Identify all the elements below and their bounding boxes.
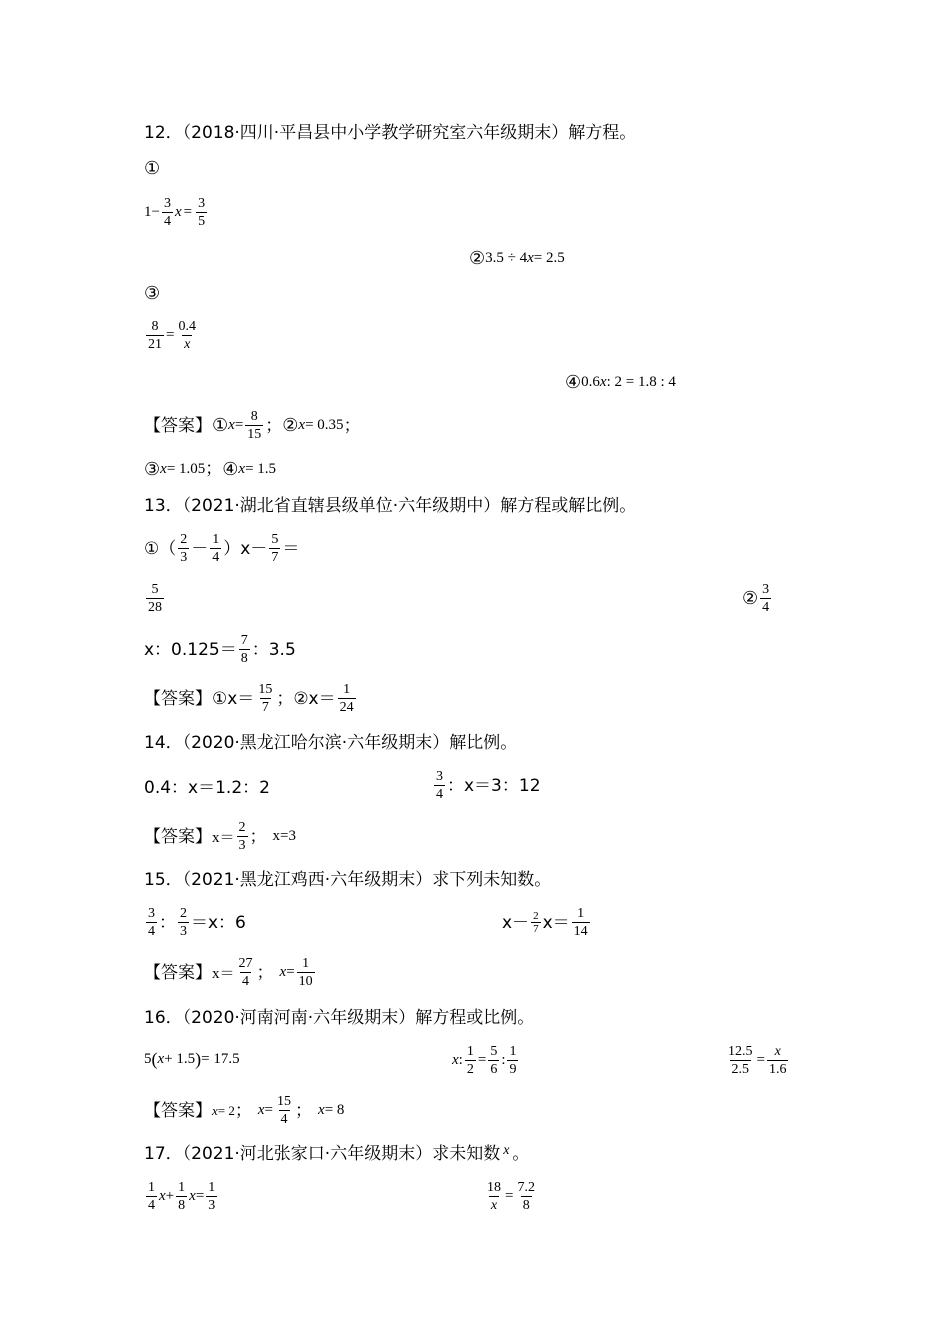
q16-header: 16．（2020·河南河南·六年级期末）解方程或比例。 <box>144 1008 535 1028</box>
fraction: $\frac{27}{4}$ <box>238 956 253 989</box>
fraction: $\frac{2}{7}$ <box>533 910 539 935</box>
q12-label-1: ① <box>144 158 161 179</box>
q13-equation-2-start: ② $\frac{3}{4}$ <box>742 582 770 615</box>
q15-equation-2: x－ $\frac{2}{7}$ x＝ $\frac{1}{14}$ <box>502 906 588 939</box>
q14-equation-2: $\frac{3}{4}$ ：x＝3：12 <box>436 769 541 802</box>
fraction: $\frac{3}{4}$ <box>762 582 770 615</box>
q12-answer-line-1: 【答案】 ① x = $\frac{8}{15}$ ； ② x = 0.35 ； <box>144 409 361 442</box>
fraction: $\frac{15}{7}$ <box>258 682 273 715</box>
fraction: $\frac{1}{14}$ <box>573 906 588 939</box>
fraction: $\frac{1}{9}$ <box>509 1044 517 1077</box>
fraction: $\frac{1}{8}$ <box>178 1180 186 1213</box>
q17-equation-1: $\frac{1}{4}$ x + $\frac{1}{8}$ x = $\frac{1}{3}$ <box>148 1180 216 1213</box>
q15-answer: 【答案】 x＝ $\frac{27}{4}$ ； x = $\frac{1}{10}$ <box>144 956 313 989</box>
fraction: $\frac{8}{15}$ <box>247 409 262 442</box>
q17-header: 17．（2021·河北张家口·六年级期末）求未知数 x 。 <box>144 1143 530 1164</box>
q12-equation-2: ② 3.5 ÷ 4 x = 2.5 <box>469 248 565 269</box>
q14-answer: 【答案】 x＝ $\frac{2}{3}$ ； x=3 <box>144 820 296 853</box>
fraction: $\frac{5}{7}$ <box>271 532 279 565</box>
fraction: $\frac{7.2}{8}$ <box>517 1180 535 1213</box>
fraction: $\frac{3}{4}$ <box>436 769 443 802</box>
q15-header: 15．（2021·黑龙江鸡西·六年级期末）求下列未知数。 <box>144 870 552 890</box>
q16-answer: 【答案】 x = 2 ； x = $\frac{15}{4}$ ； x = 8 <box>144 1094 345 1127</box>
fraction: $\frac{15}{4}$ <box>277 1094 292 1127</box>
q17-equation-2: $\frac{18}{x}$ = $\frac{7.2}{8}$ <box>487 1180 535 1213</box>
q16-equation-3: $\frac{12.5}{2.5}$ = $\frac{x}{1.6}$ <box>728 1044 787 1077</box>
q13-equation-1: ①（ $\frac{2}{3}$ － $\frac{1}{4}$ ）x－ $\frac{5}{7}$ ＝ <box>144 532 300 565</box>
q14-header: 14．（2020·黑龙江哈尔滨·六年级期末）解比例。 <box>144 733 518 753</box>
q14-equation-1: 0.4：x＝1.2：2 <box>144 778 270 798</box>
fraction: $\frac{5}{6}$ <box>490 1044 498 1077</box>
q16-equation-2: x : $\frac{1}{2}$ = $\frac{5}{6}$ : $\frac{1}{9}$ <box>452 1044 517 1077</box>
q12-equation-1: 1 − $\frac{3}{4}$ x = $\frac{3}{5}$ <box>144 196 206 229</box>
q12-equation-4: ④ 0.6 x : 2 = 1.8 : 4 <box>565 372 676 393</box>
q13-header: 13．（2021·湖北省直辖县级单位·六年级期中）解方程或解比例。 <box>144 496 637 516</box>
fraction: $\frac{x}{1.6}$ <box>768 1044 787 1077</box>
fraction: $\frac{7}{8}$ <box>240 633 248 666</box>
q12-equation-3: $\frac{8}{21}$ = $\frac{0.4}{x}$ <box>148 319 196 352</box>
fraction: $\frac{3}{4}$ <box>163 196 171 229</box>
q13-answer: 【答案】 ①x＝ $\frac{15}{7}$ ； ②x＝ $\frac{1}{24}$ <box>144 682 354 715</box>
fraction: $\frac{5}{28}$ <box>148 582 162 615</box>
fraction: $\frac{2}{3}$ <box>180 906 187 939</box>
fraction: $\frac{3}{4}$ <box>148 906 155 939</box>
fraction: $\frac{1}{3}$ <box>208 1180 216 1213</box>
fraction: $\frac{8}{21}$ <box>148 319 162 352</box>
fraction: $\frac{1}{10}$ <box>298 956 313 989</box>
q16-equation-1: 5 ( x + 1.5 ) = 17.5 <box>144 1049 240 1069</box>
q13-equation-1-rhs <box>144 581 166 616</box>
q12-answer-line-2: ③ x = 1.05 ； ④ x = 1.5 <box>144 458 277 480</box>
fraction: $\frac{2}{3}$ <box>180 532 188 565</box>
fraction: $\frac{3}{5}$ <box>198 196 206 229</box>
fraction: $\frac{1}{24}$ <box>339 682 354 715</box>
fraction: $\frac{0.4}{x}$ <box>178 319 196 352</box>
fraction: $\frac{1}{2}$ <box>466 1044 474 1077</box>
fraction: $\frac{2}{3}$ <box>238 820 246 853</box>
q12-header: 12．（2018·四川·平昌县中小学教学研究室六年级期末）解方程。 <box>144 123 637 143</box>
fraction: $\frac{18}{x}$ <box>487 1180 501 1213</box>
fraction: $\frac{1}{4}$ <box>148 1180 155 1213</box>
q12-label-3: ③ <box>144 283 161 304</box>
q13-equation-2: x：0.125＝ $\frac{7}{8}$ ：3.5 <box>144 633 296 666</box>
fraction: $\frac{1}{4}$ <box>212 532 220 565</box>
fraction: $\frac{12.5}{2.5}$ <box>728 1044 753 1077</box>
q15-equation-1: $\frac{3}{4}$ ： $\frac{2}{3}$ ＝x：6 <box>148 906 246 939</box>
